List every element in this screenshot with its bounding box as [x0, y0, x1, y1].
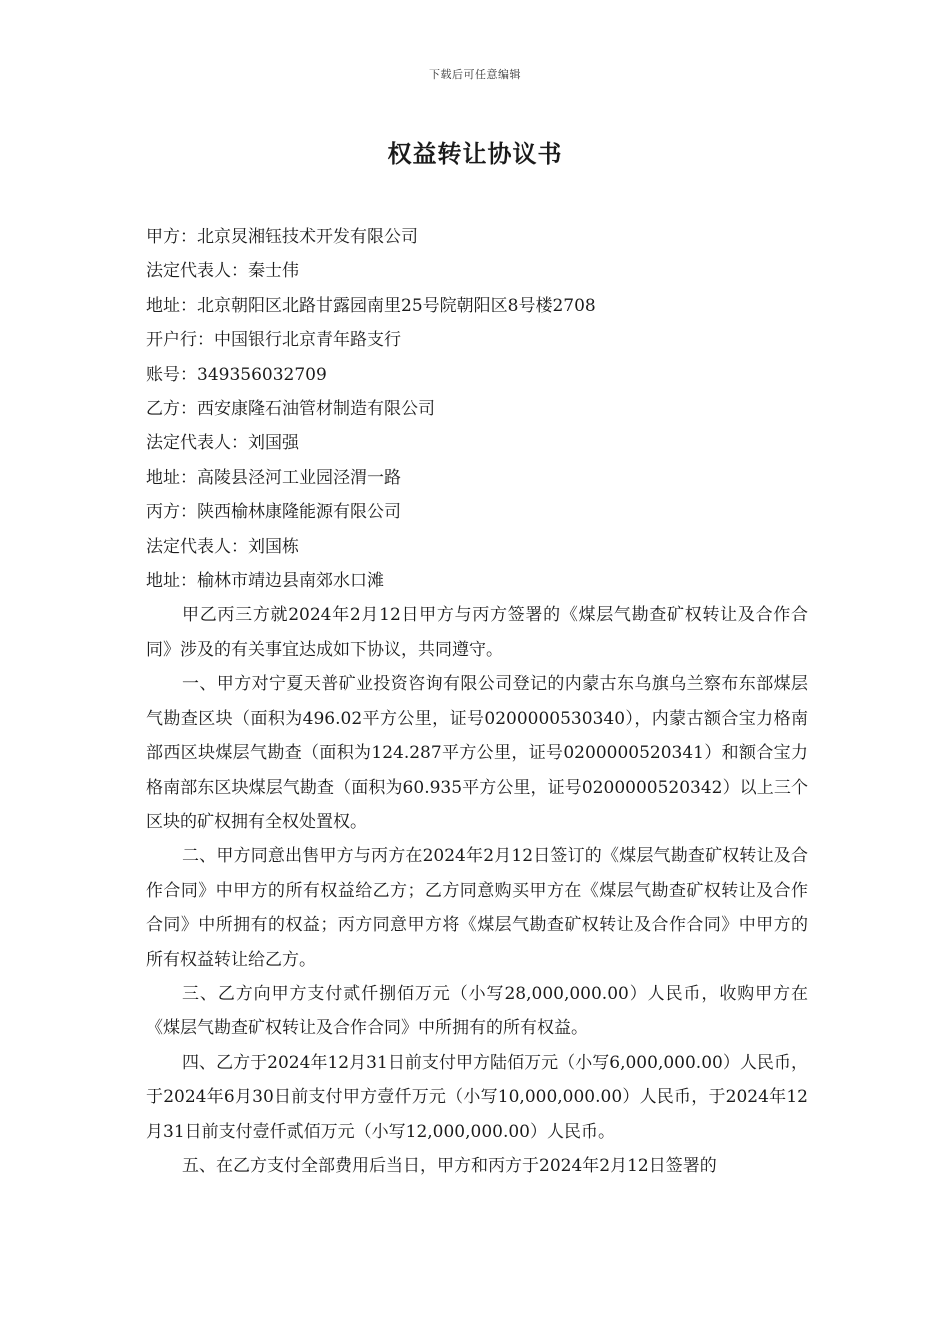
party-a-bank: 开户行：中国银行北京青年路支行 — [146, 330, 401, 351]
party-info — [146, 220, 808, 598]
party-c-representative: 法定代表人：刘国栋 — [146, 536, 299, 557]
party-a-address: 地址：北京朝阳区北路甘露园南里25号院朝阳区8号楼2708 — [146, 295, 596, 316]
party-b-representative: 法定代表人：刘国强 — [146, 433, 299, 454]
header-note: 下载后可任意编辑 — [429, 68, 521, 81]
clause-4-paragraph: 四、乙方于2024年12月31日前支付甲方陆佰万元（小写6,000,000.00）人民币，于2024年6月30日前支付甲方壹仟万元（小写10,000,000.00）人民币，于2024年12月31日前支付壹仟贰佰万元（小写12,000,000.00）人民币。 — [146, 1052, 808, 1142]
clause-5-paragraph: 五、在乙方支付全部费用后当日，甲方和丙方于2024年2月12日签署的 — [182, 1155, 717, 1176]
party-c-address: 地址：榆林市靖边县南郊水口滩 — [146, 571, 384, 592]
clause-3-paragraph: 三、乙方向甲方支付贰仟捌佰万元（小写28,000,000.00）人民币，收购甲方在《煤层气勘查矿权转让及合作合同》中所拥有的所有权益。 — [146, 983, 808, 1039]
clause-2-paragraph: 二、甲方同意出售甲方与丙方在2024年2月12日签订的《煤层气勘查矿权转让及合作合同》中甲方的所有权益给乙方；乙方同意购买甲方在《煤层气勘查矿权转让及合作合同》中所拥有的权益；丙方同意甲方将《煤层气勘查矿权转让及合作合同》中甲方的所有权益转让给乙方。 — [146, 846, 808, 970]
party-a-name: 甲方：北京炅湘钰技术开发有限公司 — [146, 227, 418, 247]
document-body — [146, 220, 808, 1183]
party-a-representative: 法定代表人：秦士伟 — [146, 261, 299, 282]
party-c-name: 丙方：陕西榆林康隆能源有限公司 — [146, 502, 401, 523]
agreement-clauses — [146, 598, 808, 1183]
party-b-name: 乙方：西安康隆石油管材制造有限公司 — [146, 399, 435, 420]
party-b-address: 地址：高陵县泾河工业园泾渭一路 — [146, 467, 401, 488]
party-a-account: 账号：349356032709 — [146, 364, 327, 385]
clause-1-paragraph: 一、甲方对宁夏天普矿业投资咨询有限公司登记的内蒙古东乌旗乌兰察布东部煤层气勘查区块（面积为496.02平方公里，证号0200000530340），内蒙古额合宝力格南部西区块煤层气勘查（面积为124.287平方公里，证号0200000520341）和额合宝力格南部东区块煤层气勘查（面积为60.935平方公里，证号0200000520342）以上三个区块的矿权拥有全权处置权。 — [146, 674, 808, 832]
preamble-paragraph: 甲乙丙三方就2024年2月12日甲方与丙方签署的《煤层气勘查矿权转让及合作合同》涉及的有关事宜达成如下协议，共同遵守。 — [146, 605, 808, 660]
document-title: 权益转让协议书 — [387, 139, 563, 168]
